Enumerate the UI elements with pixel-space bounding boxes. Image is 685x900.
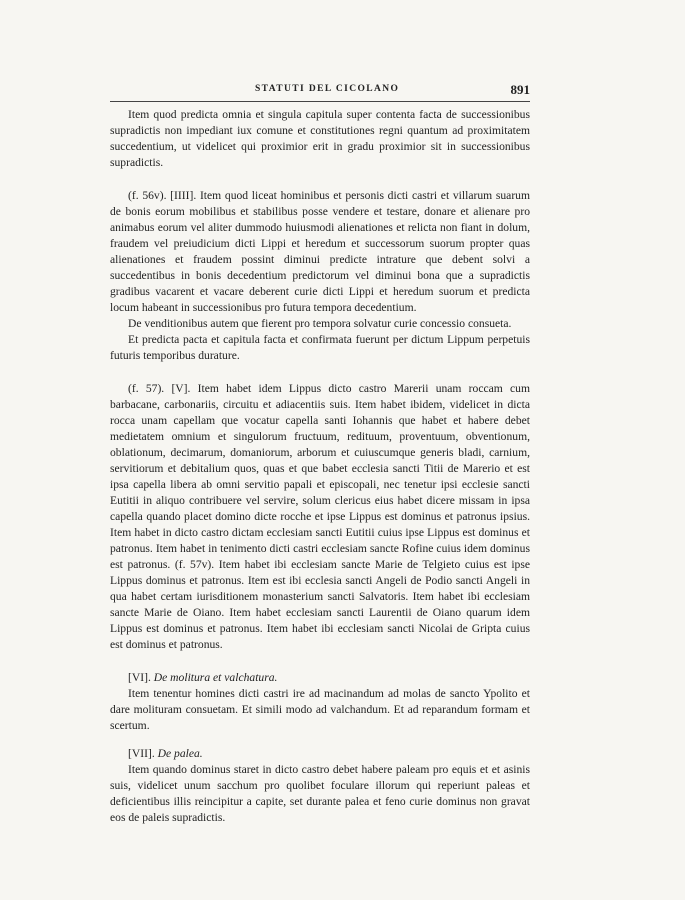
paragraph: Item tenentur homines dicti castri ire ad macinandum ad molas de sancto Ypolito et dare molituram consuetam. Et simili modo ad valchandum. Et ad reparandum formam et scertum. (110, 687, 530, 732)
paragraph: De venditionibus autem que fierent pro tempora solvatur curie concessio consueta. (128, 317, 512, 330)
paragraph: Et predicta pacta et capitula facta et confirmata fuerunt per dictum Lippum perpetuis futuris temporibus duraturе. (110, 333, 530, 362)
paragraph: (f. 57). [V]. Item habet idem Lippus dicto castro Marerii unam roccam cum barbacane, carbonariis, circuitu et adiacentiis suis. Item habet ibidem, videlicet in dicta rocca unam capellam que vocatur capella santi Iohannis que habet et habere debet medietatem omnium et singulorum fructuum, redituum, proventuum, obventionum, oblationum, decimarum, domaniorum, arborum et cuiuscumque generis bladi, carnium, servitiorum et debitalium quos, quas et que babet ecclesia sancti Titii de Marerio et est ipsa capella libera ab omni servitio papali et episcopali, nec tenetur ipsi ecclesie sancti Eutitii in aliquo contribuere vel servire, solum clericus eius habet dicere missam in ipsa capella quando placet domino dicte rocche et ipse Lippus est dominus et patronus ipsius. Item habet in dicto castro dictam ecclesiam sancti Eutitii cuius ipse Lippus est dominus et patronus. Item habet in tenimento dicti castri ecclesiam sancte Rofine cuius idem dominus est patronus. (f. 57v). Item habet ibi ecclesiam sancte Marie de Telgieto cuius est ipse Lippus dominus et patronus. Item est ibi ecclesia sancti Angeli de Podio sancti Angeli in qua habet certam iurisditionem monasterium sancti Salvatoris. Item habet ibi ecclesiam sancte Marie de Oiano. Item habet ecclesiam sancti Laurentii de Oiano quarum idem Lippus est dominus et patronus. Item habet ibi ecclesiam sancti Nicolai de Gripta cuius est dominus et patronus. (110, 382, 530, 651)
paragraph: Item quod predicta omnia et singula capitula super contenta facta de successionibus supradictis non impediant iux comune et constitutiones regni quantum ad proximitatem succedentium, ut videlicet qui proximior erit in gradu proximior sit in successionibus supradictis. (110, 108, 530, 169)
page-header (110, 82, 530, 102)
paragraph: (f. 56v). [IIII]. Item quod liceat hominibus et personis dicti castri et villarum suarum de bonis eorum mobilibus et stabilibus posse vendere et testare, donare et alienare pro animabus eorum vel aliter dummodo huiusmodi alienationes et relicta non fiant in dolum, fraudem vel preiudicium dicti Lippi et heredum et successorum suorum propter quas alienationes et fraudem possint diminui predicte intrature que debent solvi a succedentibus in bonis decedentium predictorum vel diminui bona que a supradictis gradibus vacarent et vacare deberent curie dicti Lippi et heredum suorum et predicta locum habeant in successionibus pro futura tempora decedentium. (110, 189, 530, 314)
paragraph: Item quando dominus staret in dicto castro debet habere paleam pro equis et et asinis suis, videlicet unum sacchum pro quolibet foculare illorum qui reperiunt paleas et deficientibus illis reincipitur a capite, set durante palea et feno curie dominus non gravat eos de paleis supradictis. (110, 763, 530, 824)
section-title: De palea. (157, 747, 203, 760)
section-title: De molitura et valchatura. (153, 671, 278, 684)
section-number: [VII]. (128, 747, 155, 760)
page-number: 891 (510, 82, 530, 97)
section-heading (110, 670, 530, 686)
section-number: [VI]. (128, 671, 151, 684)
section-heading (110, 746, 530, 762)
body-text (110, 107, 530, 826)
running-title: STATUTI DEL CICOLANO (255, 84, 400, 94)
header-rule (110, 101, 530, 102)
